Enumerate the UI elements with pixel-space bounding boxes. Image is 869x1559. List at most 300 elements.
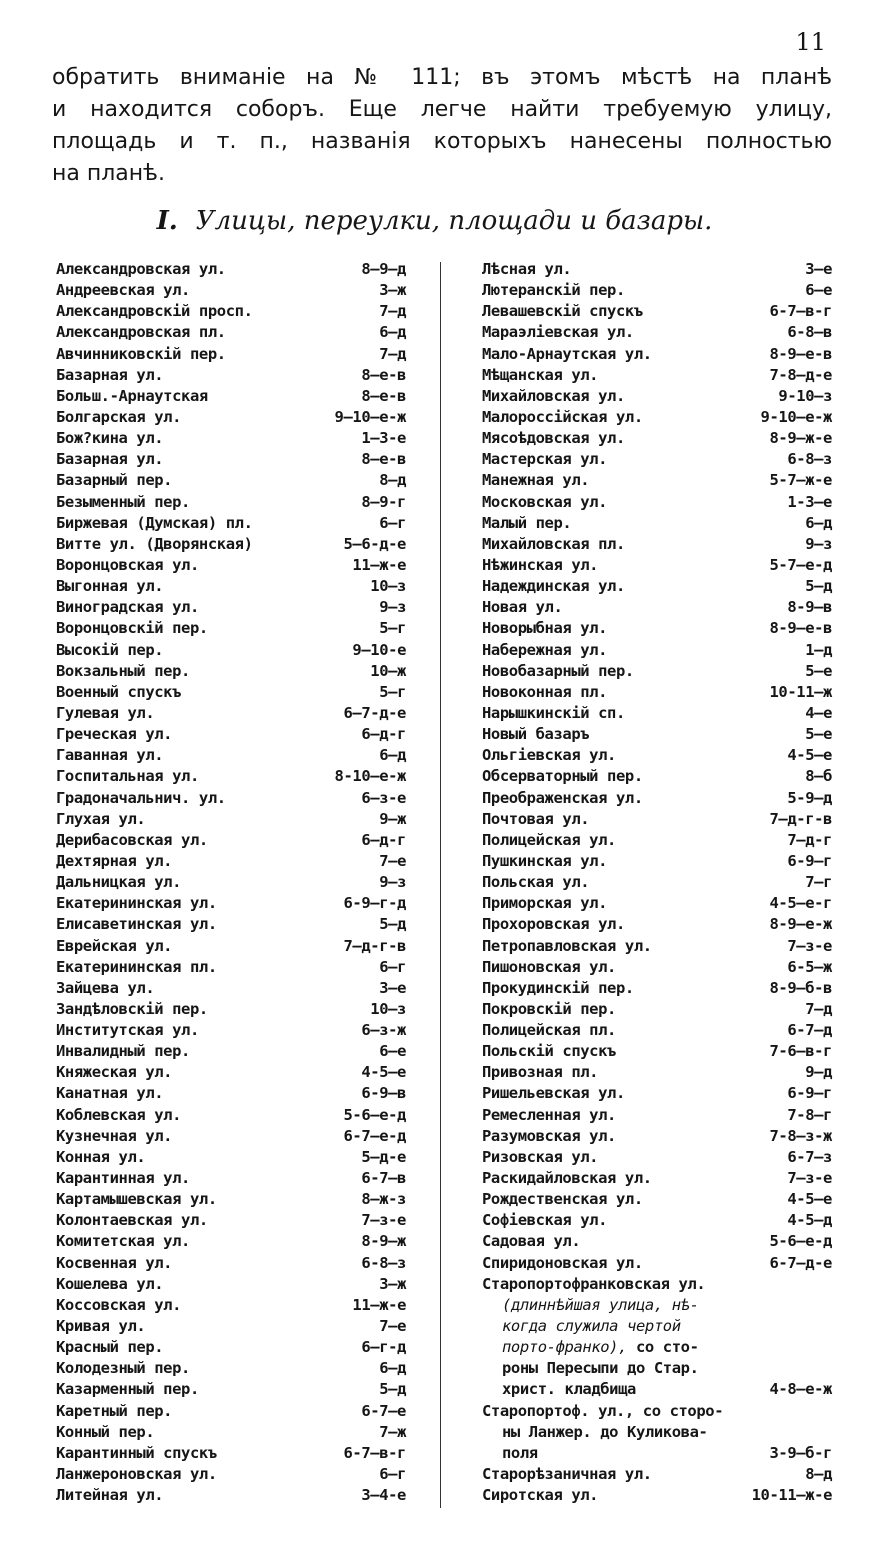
street-entry <box>56 259 406 280</box>
entry-name: Мастерская ул. <box>482 450 608 469</box>
entry-code: 3—е <box>379 978 406 997</box>
entry-name: Виноградская ул. <box>56 598 199 617</box>
intro-line: обратить вниманіе на № 111; въ этомъ мѣстѣ на планѣ <box>52 65 832 90</box>
street-entry <box>56 322 406 343</box>
street-entry <box>482 999 832 1020</box>
street-entry <box>56 1358 406 1379</box>
street-entry <box>482 555 832 576</box>
entry-code: 6—г <box>379 513 406 532</box>
entry-name: Авчинниковскій пер. <box>56 344 226 363</box>
entry-name: Мараэліевская ул. <box>482 323 634 342</box>
entry-name: Конный пер. <box>56 1422 155 1441</box>
entry-code: 3—е <box>805 260 832 278</box>
entry-code: 6-8—з <box>361 1253 406 1272</box>
street-entry <box>482 914 832 935</box>
entry-code: 6—д <box>805 513 832 532</box>
street-entry <box>56 1422 406 1443</box>
street-entry <box>56 1295 406 1316</box>
street-entry <box>56 428 406 449</box>
entry-code: 5-9—д <box>787 788 832 807</box>
street-entry <box>482 766 832 787</box>
page-number: 11 <box>795 28 826 56</box>
entry-name: Болгарская ул. <box>56 407 182 426</box>
entry-code: 6—е <box>379 1042 406 1061</box>
entry-code: 8-9—в <box>787 598 832 617</box>
street-entry <box>482 978 832 999</box>
entry-name: Андреевская ул. <box>56 281 190 300</box>
street-entry <box>56 597 406 618</box>
street-entry <box>482 893 832 914</box>
entry-code: 7—д-г <box>787 830 832 849</box>
entry-name: Александровская пл. <box>56 323 226 342</box>
street-entry <box>56 492 406 513</box>
entry-name: Гулевая ул. <box>56 703 155 722</box>
street-entry <box>482 1126 832 1147</box>
entry-name: Малый пер. <box>482 513 572 532</box>
street-entry <box>482 1485 832 1506</box>
entry-code: 9—з <box>805 534 832 553</box>
street-entry <box>56 745 406 766</box>
entry-name: Полицейская пл. <box>482 1021 616 1040</box>
entry-name: Дехтярная ул. <box>56 851 173 870</box>
street-entry <box>56 830 406 851</box>
entry-name: Гаванная ул. <box>56 746 164 765</box>
street-entry <box>482 365 832 386</box>
street-entry <box>482 936 832 957</box>
entry-name: Польская ул. <box>482 873 590 892</box>
entry-code: 10—з <box>370 577 406 596</box>
street-entry-staroportof <box>482 1401 832 1464</box>
street-entry <box>482 682 832 703</box>
street-entry <box>56 1147 406 1168</box>
entry-name-line: Старопортофранковская ул. <box>482 1274 706 1293</box>
entry-name: Конная ул. <box>56 1147 146 1166</box>
entry-name: Княжеская ул. <box>56 1063 173 1082</box>
street-entry <box>482 1189 832 1210</box>
entry-code: 8—е-в <box>361 450 406 469</box>
entry-code: 9—з <box>379 873 406 892</box>
street-entry <box>56 809 406 830</box>
street-entry <box>56 766 406 787</box>
street-entry <box>56 1041 406 1062</box>
entry-code: 6-5—ж <box>787 957 832 976</box>
entry-name: Глухая ул. <box>56 809 146 828</box>
street-entry <box>482 1210 832 1231</box>
street-entry <box>56 407 406 428</box>
entry-code: 7—з-е <box>787 1169 832 1188</box>
street-entry <box>56 682 406 703</box>
entry-note-line: роны Пересыпи до Стар. <box>502 1359 699 1378</box>
entry-name: Нарышкинскій сп. <box>482 703 625 722</box>
street-entry <box>56 365 406 386</box>
street-entry <box>56 576 406 597</box>
entry-name: Разумовская ул. <box>482 1126 616 1145</box>
entry-code: 9-10—е-ж <box>760 407 832 426</box>
street-entry <box>56 914 406 935</box>
entry-code: 10-11—ж <box>769 682 832 701</box>
street-entry <box>482 1105 832 1126</box>
street-entry <box>56 872 406 893</box>
entry-code: 6-7—в-г <box>343 1443 406 1462</box>
entry-code: 4-8—е-ж <box>769 1380 832 1399</box>
entry-name: Петропавловская ул. <box>482 936 652 955</box>
street-entry <box>56 724 406 745</box>
entry-name: Казарменный пер. <box>56 1380 199 1399</box>
entry-note-line: ны Ланжер. до Куликова- <box>502 1422 708 1441</box>
left-column <box>56 259 406 1506</box>
entry-code: 7—е <box>379 851 406 870</box>
street-entry <box>56 1274 406 1295</box>
street-entry <box>482 1253 832 1274</box>
entry-name: Ризовская ул. <box>482 1147 599 1166</box>
street-entry <box>482 534 832 555</box>
entry-code: 7—д <box>379 302 406 321</box>
street-entry <box>56 513 406 534</box>
entry-code: 4-5—е-г <box>769 894 832 913</box>
entry-name: Елисаветинская ул. <box>56 915 217 934</box>
entry-name: Биржевая (Думская) пл. <box>56 513 253 532</box>
entry-name: Мало-Арнаутская ул. <box>482 344 652 363</box>
street-entry <box>56 1105 406 1126</box>
entry-code: 4-5—е <box>787 746 832 765</box>
entry-code: 9-10—з <box>778 386 832 405</box>
entry-name: Канатная ул. <box>56 1084 164 1103</box>
intro-line: площадь и т. п., названія которыхъ нанесены полностью <box>52 129 832 154</box>
street-entry <box>482 407 832 428</box>
entry-code: 6-7—е-д <box>343 1126 406 1145</box>
street-entry <box>56 1253 406 1274</box>
entry-name: Инвалидный пер. <box>56 1042 190 1061</box>
entry-code: 6-7—д-е <box>769 1253 832 1272</box>
entry-name: Дальницкая ул. <box>56 873 182 892</box>
entry-name: Безыменный пер. <box>56 492 190 511</box>
entry-code: 8—д <box>805 1465 832 1484</box>
entry-name: Старорѣзаничная ул. <box>482 1465 652 1484</box>
entry-name: Еврейская ул. <box>56 936 173 955</box>
entry-name: Комитетская ул. <box>56 1232 190 1251</box>
street-entry-staroportofrankovskaya <box>482 1274 832 1401</box>
entry-name: Коблевская ул. <box>56 1105 182 1124</box>
entry-code: 3—ж <box>379 281 406 300</box>
street-entry <box>56 1485 406 1506</box>
entry-name: Левашевскій спускъ <box>482 302 643 321</box>
street-entry <box>56 1464 406 1485</box>
entry-name: Приморская ул. <box>482 894 608 913</box>
entry-name: Александровская ул. <box>56 260 226 278</box>
entry-code: 3—ж <box>379 1274 406 1293</box>
street-entry <box>56 1168 406 1189</box>
entry-note-line <box>482 1379 832 1400</box>
entry-name: Московская ул. <box>482 492 608 511</box>
street-entry <box>56 1379 406 1400</box>
street-entry <box>56 344 406 365</box>
entry-name: Воронцовская ул. <box>56 555 199 574</box>
entry-name: Лютеранскій пер. <box>482 281 625 300</box>
entry-name: Нѣжинская ул. <box>482 555 599 574</box>
entry-name: Воронцовскій пер. <box>56 619 208 638</box>
entry-name: Дерибасовская ул. <box>56 830 208 849</box>
right-entries <box>482 259 832 1274</box>
entry-name: Базарная ул. <box>56 365 164 384</box>
street-entry <box>482 322 832 343</box>
entry-code: 5-6—е-д <box>343 1105 406 1124</box>
entry-code: 5-6—е-д <box>769 1232 832 1251</box>
entry-code: 6-9—г <box>787 851 832 870</box>
entry-code: 8-9—ж <box>361 1232 406 1251</box>
entry-name: Раскидайловская ул. <box>482 1169 652 1188</box>
entry-name: Покровскій пер. <box>482 999 616 1018</box>
entry-code: 6-7—в-г <box>769 302 832 321</box>
street-entry <box>482 344 832 365</box>
street-entry <box>56 1210 406 1231</box>
entry-name: Новый базаръ <box>482 725 590 744</box>
entry-name: Кузнечная ул. <box>56 1126 173 1145</box>
entry-name: Софіевская ул. <box>482 1211 608 1230</box>
entry-name: Красный пер. <box>56 1338 164 1357</box>
entry-code: 6—д <box>379 1359 406 1378</box>
entry-code: 8—д <box>379 471 406 490</box>
street-entry <box>56 936 406 957</box>
street-entry <box>482 1147 832 1168</box>
entry-code: 8—ж-з <box>361 1190 406 1209</box>
street-entry <box>482 957 832 978</box>
entry-name: Новорыбная ул. <box>482 619 608 638</box>
street-entry <box>482 745 832 766</box>
street-entry <box>482 1231 832 1252</box>
entry-name: Ремесленная ул. <box>482 1105 616 1124</box>
street-entry <box>482 280 832 301</box>
street-entry <box>482 851 832 872</box>
entry-code: 4-5—е <box>787 1190 832 1209</box>
entry-code: 7—д <box>805 999 832 1018</box>
entry-name: Рождественская ул. <box>482 1190 643 1209</box>
entry-code: 8—9—д <box>361 260 406 278</box>
entry-code: 5—6-д-е <box>343 534 406 553</box>
street-entry <box>56 978 406 999</box>
entry-code: 5—д <box>379 915 406 934</box>
entry-name: Карантинная ул. <box>56 1169 190 1188</box>
entry-code: 5—д <box>805 577 832 596</box>
entry-code: 3—4-е <box>361 1486 406 1505</box>
street-entry <box>482 1464 832 1485</box>
entry-code: 6—д-г <box>361 830 406 849</box>
street-entry <box>482 470 832 491</box>
street-entry <box>482 640 832 661</box>
entry-code: 6-9—в <box>361 1084 406 1103</box>
entry-code: 6-9—г <box>787 1084 832 1103</box>
entry-name: Колонтаевская ул. <box>56 1211 208 1230</box>
entry-code: 3-9—б-г <box>769 1443 832 1462</box>
street-entry <box>56 851 406 872</box>
street-entry <box>56 957 406 978</box>
entry-name: Новоконная пл. <box>482 682 608 701</box>
entry-code: 10—ж <box>370 661 406 680</box>
entry-name: Больш.-Арнаутская <box>56 386 208 405</box>
entry-name: Надеждинская ул. <box>482 577 625 596</box>
entry-name: Преображенская ул. <box>482 788 643 807</box>
entry-name: Кошелева ул. <box>56 1274 164 1293</box>
intro-line: на планѣ. <box>52 161 165 186</box>
street-entry <box>56 555 406 576</box>
entry-code: 8-9—б-в <box>769 978 832 997</box>
street-entry <box>56 1337 406 1358</box>
street-entry <box>482 1041 832 1062</box>
entry-note-line <box>482 1443 832 1464</box>
entry-name: Выгонная ул. <box>56 577 164 596</box>
entry-name: Косвенная ул. <box>56 1253 173 1272</box>
entry-name: Коссовская ул. <box>56 1295 182 1314</box>
entry-name: Лѣсная ул. <box>482 260 572 278</box>
entry-code: 6—д-г <box>361 725 406 744</box>
entry-code: 7—ж <box>379 1422 406 1441</box>
entry-code: 4-5—е <box>361 1063 406 1082</box>
section-number: I. <box>156 206 178 236</box>
street-entry <box>482 661 832 682</box>
street-entry <box>56 1316 406 1337</box>
entry-code: 11—ж-е <box>352 1295 406 1314</box>
entry-name: Базарный пер. <box>56 471 173 490</box>
entry-code: 8—б <box>805 767 832 786</box>
entry-code: 6—д <box>379 323 406 342</box>
street-entry <box>56 788 406 809</box>
street-entry <box>482 1168 832 1189</box>
entry-name: Институтская ул. <box>56 1021 199 1040</box>
entry-code: 8-9—е-в <box>769 344 832 363</box>
entry-code: 9—10—е-ж <box>334 407 406 426</box>
street-entry <box>482 809 832 830</box>
street-entry <box>56 1083 406 1104</box>
entry-name: Привозная пл. <box>482 1063 599 1082</box>
entry-code: 8-10—е-ж <box>334 767 406 786</box>
entry-code: 1-3—е <box>787 492 832 511</box>
entry-code: 5—д <box>379 1380 406 1399</box>
entry-code: 6—г-д <box>361 1338 406 1357</box>
entry-code: 5-7—ж-е <box>769 471 832 490</box>
entry-name: Витте ул. (Дворянская) <box>56 534 253 553</box>
entry-code: 6-7—д <box>787 1021 832 1040</box>
entry-code: 11—ж-е <box>352 555 406 574</box>
street-entry <box>482 492 832 513</box>
street-entry <box>482 576 832 597</box>
street-entry <box>482 872 832 893</box>
entry-name: Прохоровская ул. <box>482 915 625 934</box>
street-entry <box>482 301 832 322</box>
entry-code: 6-7—в <box>361 1169 406 1188</box>
street-entry <box>56 640 406 661</box>
street-entry <box>56 534 406 555</box>
entry-code: 9—10-е <box>352 640 406 659</box>
entry-name: Мѣщанская ул. <box>482 365 599 384</box>
street-entry <box>482 703 832 724</box>
street-entry <box>56 661 406 682</box>
street-entry <box>56 1020 406 1041</box>
street-entry <box>56 1189 406 1210</box>
entry-name: Набережная ул. <box>482 640 608 659</box>
entry-code: 7-8—д-е <box>769 365 832 384</box>
street-entry <box>482 597 832 618</box>
entry-code: 5—е <box>805 725 832 744</box>
entry-code: 5—д-е <box>361 1147 406 1166</box>
entry-name: Садовая ул. <box>482 1232 581 1251</box>
entry-code: 7—д-г-в <box>343 936 406 955</box>
street-entry <box>56 470 406 491</box>
entry-code: 5-7—е-д <box>769 555 832 574</box>
entry-code: 7-8—г <box>787 1105 832 1124</box>
intro-paragraph <box>52 62 832 190</box>
street-entry <box>56 1126 406 1147</box>
street-entry <box>56 703 406 724</box>
entry-name: Спиридоновская ул. <box>482 1253 643 1272</box>
street-entry <box>482 428 832 449</box>
entry-name: Михайловская пл. <box>482 534 625 553</box>
entry-name: Карантинный спускъ <box>56 1443 217 1462</box>
entry-code: 6-7—з <box>787 1147 832 1166</box>
street-entry <box>482 1020 832 1041</box>
entry-code: 6—д <box>379 746 406 765</box>
entry-name: Каретный пер. <box>56 1401 173 1420</box>
column-divider <box>440 262 441 1508</box>
entry-code: 6-9—г-д <box>343 894 406 913</box>
entry-name: Литейная ул. <box>56 1486 164 1505</box>
entry-name: Бож?кина ул. <box>56 429 164 448</box>
entry-name: Пишоновская ул. <box>482 957 616 976</box>
entry-name: Ланжероновская ул. <box>56 1465 217 1484</box>
entry-code: 5—г <box>379 619 406 638</box>
entry-name: Зандѣловскій пер. <box>56 999 208 1018</box>
entry-code: 8-9—е-ж <box>769 915 832 934</box>
entry-code: 6—з-е <box>361 788 406 807</box>
entry-name: Новая ул. <box>482 598 563 617</box>
entry-name: Градоначальнич. ул. <box>56 788 226 807</box>
street-entry <box>56 893 406 914</box>
entry-name: Мясоѣдовская ул. <box>482 429 625 448</box>
entry-code: 7—д-г-в <box>769 809 832 828</box>
entry-code: 7-8—з-ж <box>769 1126 832 1145</box>
entry-note-text: со сто- <box>627 1338 699 1357</box>
street-entry <box>482 830 832 851</box>
entry-note-line <box>482 1337 832 1358</box>
entry-name: Малороссійская ул. <box>482 407 643 426</box>
street-entry <box>56 1231 406 1252</box>
entry-code: 4-5—д <box>787 1211 832 1230</box>
entry-code: 9—д <box>805 1063 832 1082</box>
entry-code: 10—з <box>370 999 406 1018</box>
entry-code: 6—г <box>379 1465 406 1484</box>
entry-name: Прокудинскій пер. <box>482 978 634 997</box>
entry-name: Сиротская ул. <box>482 1486 599 1505</box>
entry-name: Екатерининская ул. <box>56 894 217 913</box>
entry-name: Госпитальная ул. <box>56 767 199 786</box>
entry-code: 5—г <box>379 682 406 701</box>
intro-line: и находится соборъ. Еще легче найти требуемую улицу, <box>52 97 832 122</box>
entry-code: 1—д <box>805 640 832 659</box>
entry-code: 6-8—з <box>787 450 832 469</box>
street-entry <box>482 788 832 809</box>
entry-code: 7—з-е <box>787 936 832 955</box>
entry-name: Картамышевская ул. <box>56 1190 217 1209</box>
street-entry <box>56 1401 406 1422</box>
entry-name: Ришельевская ул. <box>482 1084 625 1103</box>
right-column <box>482 259 832 1506</box>
entry-name: Новобазарный пер. <box>482 661 634 680</box>
entry-code: 8-9—ж-е <box>769 429 832 448</box>
entry-name: Высокій пер. <box>56 640 164 659</box>
entry-code: 9—з <box>379 598 406 617</box>
street-entry <box>56 999 406 1020</box>
entry-code: 6-7—е <box>361 1401 406 1420</box>
entry-note-text: поля <box>502 1443 538 1462</box>
entry-code: 8-9—е-в <box>769 619 832 638</box>
